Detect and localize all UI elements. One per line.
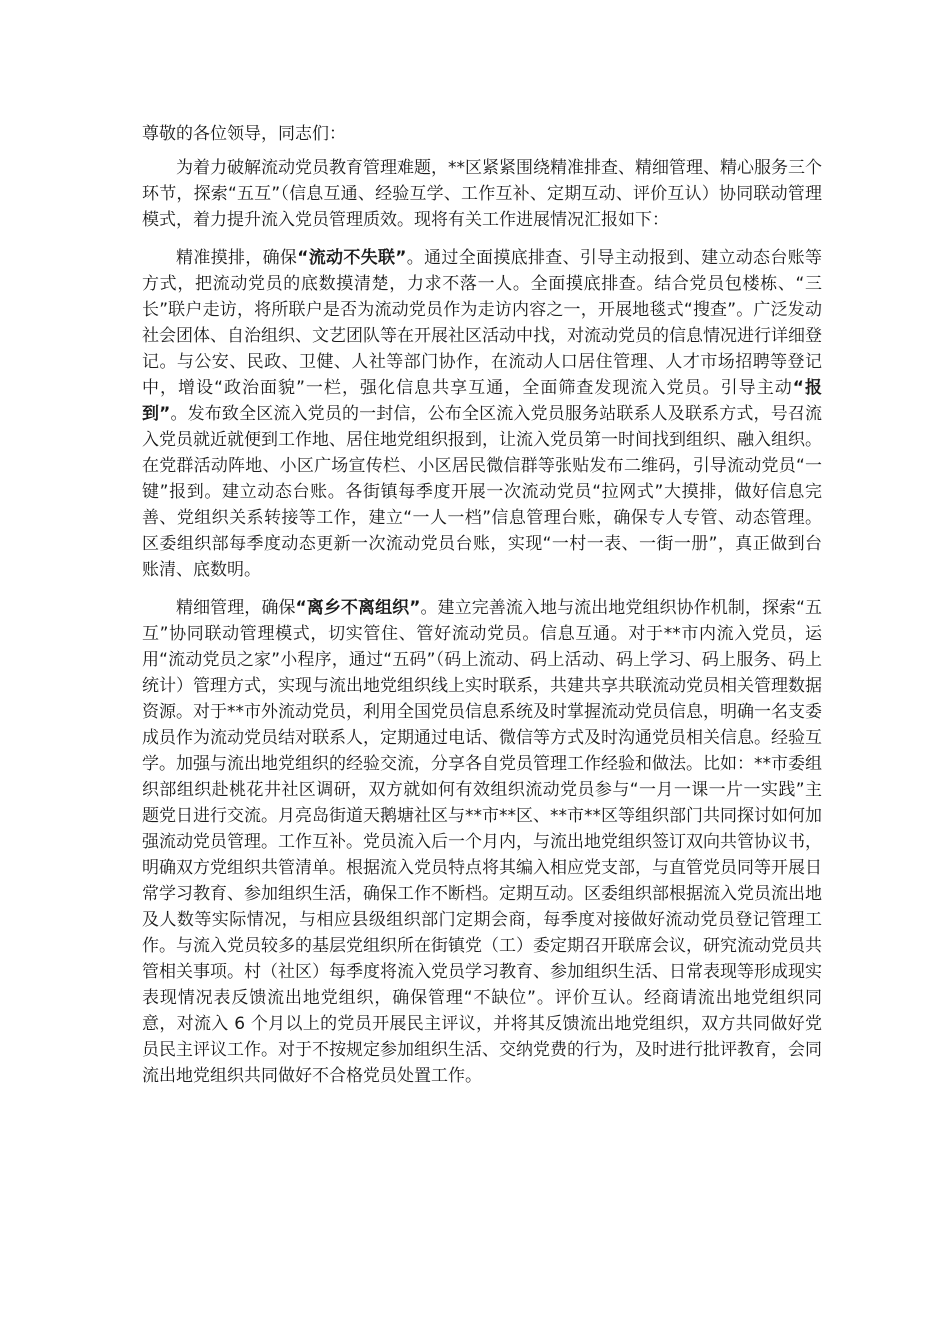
section-2-body: 。建立完善流入地与流出地党组织协作机制，探索“五互”协同联动管理模式，切实管住、管好流动党员。信息互通。对于**市内流入党员，运用“流动党员之家”小程序，通过“五码”（码上流动、码上活动、码上学习、码上服务、码上统计）管理方式，实现与流出地党组织线上实时联系，共建共享共联流动党员相关管理数据资源。对于**市外流动党员，利用全国党员信息系统及时掌握流动党员信息，明确一名支委成员作为流动党员结对联系人，定期通过电话、微信等方式及时沟通党员相关信息。经验互学。加强与流出地党组织的经验交流，分享各自党员管理工作经验和做法。比如：**市委组织部组织赴桃花井社区调研，双方就如何有效组织流动党员参与“一月一课一片一实践”主题党日进行交流。月亮岛街道天鹅塘社区与**市**区、**市**区等组织部门共同探讨如何加强流动党员管理。工作互补。党员流入后一个月内，与流出地党组织签订双向共管协议书，明确双方党组织共管清单。根据流入党员特点将其编入相应党支部，与直管党员同等开展日常学习教育、参加组织生活，确保工作不断档。定期互动。区委组织部根据流入党员流出地及人数等实际情况，与相应县级组织部门定期会商，每季度对接做好流动党员登记管理工作。与流入党员较多的基层党组织所在街镇党（工）委定期召开联席会议，研究流动党员共管相关事项。村（社区）每季度将流入党员学习教育、参加组织生活、日常表现等形成现实表现情况表反馈流出地党组织，确保管理“不缺位”。评价互认。经商请流出地党组织同意，对流入 6 个月以上的党员开展民主评议，并将其反馈流出地党组织，双方共同做好党员民主评议工作。对于不按规定参加组织生活、交纳党费的行为，及时进行批评教育，会同流出地党组织共同做好不合格党员处置工作。 (142, 598, 822, 1086)
document-body (142, 121, 822, 1101)
section-2-paragraph (142, 595, 822, 1089)
section-2-lead: 精细管理，确保 (176, 598, 296, 618)
section-2-emphasis: “离乡不离组织” (295, 598, 421, 618)
section-1-body: 。通过全面摸底排查、引导主动报到、建立动态台账等方式，把流动党员的底数摸清楚，力求不落一人。全面摸底排查。结合党员包楼栋、“三长”联户走访，将所联户是否为流动党员作为走访内容之一，开展地毯式“搜查”。广泛发动社会团体、自治组织、文艺团队等在开展社区活动中找，对流动党员的信息情况进行详细登记。与公安、民政、卫健、人社等部门协作，在流动人口居住管理、人才市场招聘等登记中，增设“政治面貌”一栏，强化信息共享互通，全面筛查发现流入党员。引导主动 (142, 248, 822, 398)
section-1-paragraph (142, 245, 822, 583)
salutation: 尊敬的各位领导，同志们： (142, 124, 346, 144)
section-1-lead: 精准摸排，确保 (176, 248, 298, 268)
section-1-body-2: 。发布致全区流入党员的一封信，公布全区流入党员服务站联系人及联系方式，号召流入党员就近就便到工作地、居住地党组织报到，让流入党员第一时间找到组织、融入组织。在党群活动阵地、小区广场宣传栏、小区居民微信群等张贴发布二维码，引导流动党员“一键”报到。建立动态台账。各街镇每季度开展一次流动党员“拉网式”大摸排，做好信息完善、党组织关系转接等工作，建立“一人一档”信息管理台账，确保专人专管、动态管理。区委组织部每季度动态更新一次流动党员台账，实现“一村一表、一街一册”，真正做到台账清、底数明。 (142, 404, 822, 580)
section-1-emphasis: “流动不失联” (297, 248, 407, 268)
intro-paragraph: 为着力破解流动党员教育管理难题，**区紧紧围绕精准排查、精细管理、精心服务三个环节，探索“五互”（信息互通、经验互学、工作互补、定期互动、评价互认）协同联动管理模式，着力提升流入党员管理质效。现将有关工作进展情况汇报如下： (142, 158, 822, 230)
section-1-emphasis-2: “报到” (142, 378, 822, 424)
